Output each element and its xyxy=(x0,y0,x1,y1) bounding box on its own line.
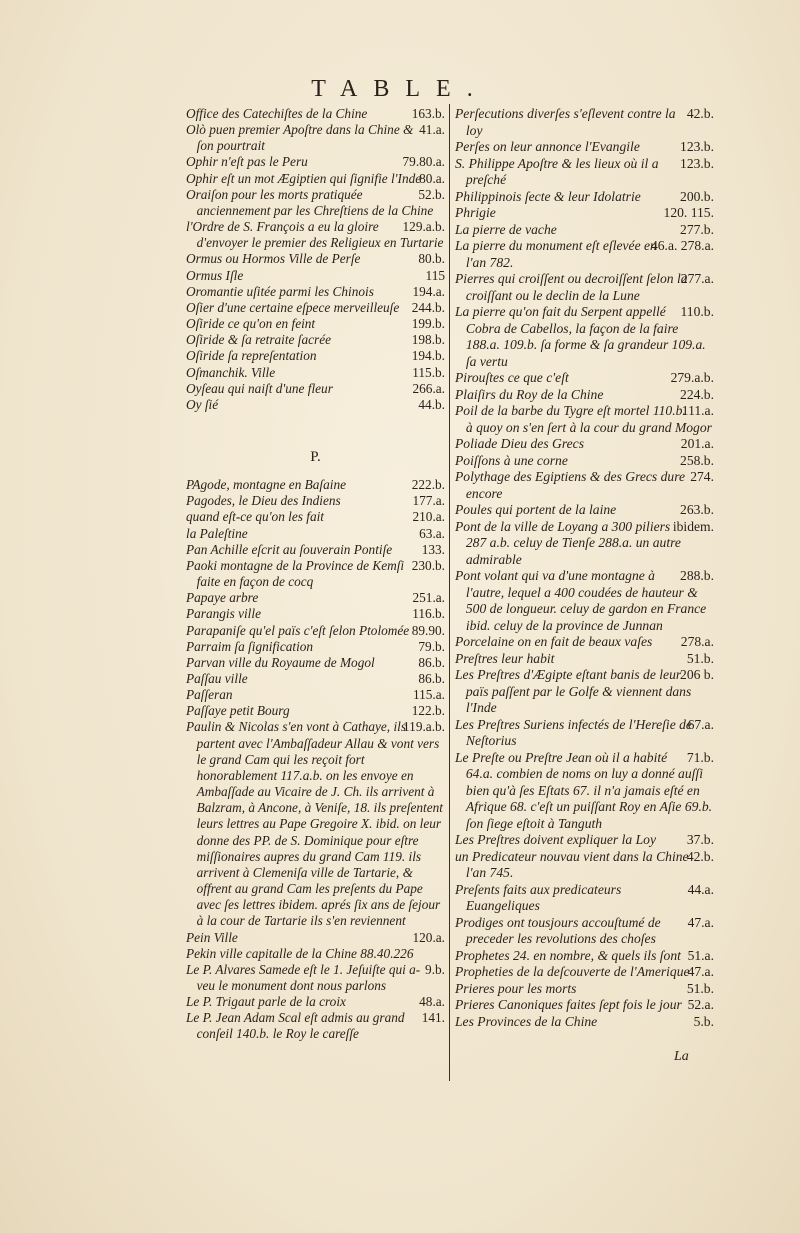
entry-text: La pierre qu'on fait du Serpent appellé Cobra de Cabellos, la façon de la faire 188.a. 109.b. ſa forme & ſa grandeur 109.a. ſa vertu xyxy=(455,304,706,369)
index-entry xyxy=(186,1010,445,1042)
entry-page-ref: 198.b. xyxy=(411,332,445,348)
entry-text: Paſſeran xyxy=(186,687,233,703)
index-entry xyxy=(186,606,445,622)
index-entry xyxy=(186,397,445,413)
entry-text: Parraim ſa ſignification xyxy=(186,638,314,654)
entry-text: Paſſau ville xyxy=(186,671,248,686)
entry-page-ref: 47.a. xyxy=(687,964,714,979)
index-entry xyxy=(186,946,445,962)
index-entry xyxy=(455,139,714,156)
entry-text: Pont volant qui va d'une montagne à l'autre, lequel a 400 coudées de hauteur & 500 de longueur. celuy de gardon en France ibid. celuy de la province de Junnan xyxy=(455,568,707,633)
entry-page-ref: 5.b. xyxy=(693,1013,714,1029)
entry-text: Oromantie uſitée parmi les Chinois xyxy=(186,283,374,299)
entry-text: Poules qui portent de la laine xyxy=(455,502,617,517)
index-entry xyxy=(186,639,445,655)
index-entry xyxy=(186,106,445,122)
entry-page-ref: 71.b. xyxy=(686,749,714,765)
entry-text: Le Preſte ou Preſtre Jean où il a habité 64.a. combien de noms on luy a donné auſſi bien qu'à ſes Eſtats 67. il n'a jamais eſté en Afrique 68. c'eſt un puiſſant Roy en Aſie 69.b. ſon ſiege eſtoit à Tanguth xyxy=(455,749,713,831)
entry-text: quand eſt-ce qu'on les fait xyxy=(186,509,325,525)
entry-page-ref: 201.a. xyxy=(680,436,714,451)
entry-text: Ophir eſt un mot Ægiptien qui ſignifie l'Inde xyxy=(186,170,422,186)
entry-text: Ormus Iſle xyxy=(186,267,244,283)
entry-text: Preſents faits aux predicateurs Euangeliques xyxy=(455,881,622,913)
entry-text: Phrigie xyxy=(455,205,496,220)
index-entry xyxy=(186,558,445,590)
index-entry xyxy=(186,251,445,267)
entry-page-ref: 163.b. xyxy=(411,106,445,121)
entry-page-ref: 51.b. xyxy=(686,650,714,666)
entry-page-ref: 115.b. xyxy=(412,364,445,380)
entry-text: Papaye arbre xyxy=(186,590,259,606)
index-entry xyxy=(455,882,714,915)
index-entry xyxy=(186,542,445,558)
index-entry xyxy=(455,189,714,206)
index-entry xyxy=(455,222,714,239)
entry-page-ref: 277.b. xyxy=(680,221,714,237)
index-entry xyxy=(455,271,714,304)
entry-text: Ophir n'eſt pas le Peru xyxy=(186,154,308,170)
index-entry xyxy=(186,477,445,493)
index-entry xyxy=(186,365,445,381)
entry-page-ref: 115 xyxy=(425,267,445,283)
entry-page-ref: 177.a. xyxy=(412,493,445,509)
index-entry xyxy=(186,590,445,606)
entry-text: Oſier d'une certaine eſpece merveilleuſe xyxy=(186,299,400,315)
entry-text: Oſiride ſa repreſentation xyxy=(186,348,317,364)
entry-text: Parvan ville du Royaume de Mogol xyxy=(186,654,375,670)
entry-text: Oſiride & ſa retraite ſacrée xyxy=(186,332,332,348)
index-entry xyxy=(186,930,445,946)
index-entry xyxy=(455,436,714,453)
entry-page-ref: 63.a. xyxy=(419,525,445,541)
entry-text: Poil de la barbe du Tygre eſt mortel 110.b. à quoy on s'en ſert à la cour du grand Mogor xyxy=(455,403,712,435)
index-entry xyxy=(186,994,445,1010)
index-entry xyxy=(186,284,445,300)
entry-page-ref: 46.a. 278.a. xyxy=(650,238,714,253)
entry-page-ref: 258.b. xyxy=(680,452,714,468)
entry-page-ref: 133. xyxy=(421,541,445,557)
entry-text: Pirouſtes ce que c'eſt xyxy=(455,370,569,385)
entry-page-ref: 230.b. xyxy=(411,557,445,573)
entry-page-ref: 52.a. xyxy=(687,997,714,1012)
entry-text: Prieres pour les morts xyxy=(455,980,577,996)
index-entry xyxy=(186,703,445,719)
index-entry xyxy=(186,623,445,639)
index-entry xyxy=(455,502,714,519)
index-entry xyxy=(455,948,714,965)
index-entry xyxy=(455,997,714,1014)
entry-text: Oy ſié xyxy=(186,396,219,412)
index-entry xyxy=(455,964,714,981)
entry-text: Paulin & Nicolas s'en vont à Cathaye, ils partent avec l'Ambaſſadeur Allau & vont vers le grand Cam qui les reçoit fort honorablement 117.a.b. on les envoye en Ambaſſade au Vicaire de J. Ch. ils arrivent à Balzram, à Ancone, à Veniſe, 18. ils preſentent leurs lettres au Pape Gregoire X. ibid. on leur donne des PP. de S. Dominique pour eſtre miſſionaires aupres du grand Cam 119. ils arrivent à Clemeniſa ville de Tartarie, & offrent au grand Cam les preſents du Pape avec ſes lettres ibidem. aprés ſix ans de ſejour à la cour de Tartarie ils s'en reviennent xyxy=(186,719,443,929)
index-entry xyxy=(186,526,445,542)
entry-page-ref: 42.b. xyxy=(686,848,714,864)
index-entry xyxy=(455,981,714,998)
entry-page-ref: 116.b. xyxy=(412,606,445,622)
entry-page-ref: 44.b. xyxy=(418,396,445,412)
entry-text: Pan Achille eſcrit au ſouverain Pontiſe xyxy=(186,541,393,557)
entry-text: Preſtres leur habit xyxy=(455,650,555,666)
index-entry xyxy=(455,304,714,370)
catchword: La xyxy=(674,1049,689,1064)
entry-page-ref: 86.b. xyxy=(418,671,445,686)
entry-text: Prieres Canoniques faites ſept fois le jour xyxy=(455,997,682,1012)
index-entry xyxy=(455,238,714,271)
section-heading: P. xyxy=(310,448,321,465)
index-entry xyxy=(455,568,714,634)
entry-page-ref: 222.b. xyxy=(411,477,445,493)
index-entry xyxy=(455,387,714,404)
entry-page-ref: 206 b. xyxy=(680,667,714,682)
entry-page-ref: 79.80.a. xyxy=(402,154,445,170)
index-entry xyxy=(455,634,714,651)
entry-text: Polythage des Egiptiens & des Grecs dure encore xyxy=(455,469,686,501)
entry-page-ref: 251.a. xyxy=(412,590,445,606)
entry-page-ref: 111.a. xyxy=(681,403,714,418)
entry-page-ref: ibidem. xyxy=(672,518,714,534)
entry-text: Les Provinces de la Chine xyxy=(455,1013,598,1029)
entry-page-ref: 120.a. xyxy=(412,929,445,945)
index-entry xyxy=(455,915,714,948)
entry-page-ref: 47.a. xyxy=(687,914,714,930)
entry-text: Porcelaine on en fait de beaux vaſes xyxy=(455,634,653,649)
entry-text: La pierre de vache xyxy=(455,221,557,237)
index-entry xyxy=(455,205,714,222)
entry-text: Le P. Alvares Samede eſt le 1. Jeſuiſte qui a-veu le monument dont nous parlons xyxy=(186,961,421,993)
entry-page-ref: 67.a. xyxy=(687,716,714,732)
index-entry xyxy=(186,655,445,671)
entry-text: Prophetes 24. en nombre, & quels ils ſont xyxy=(455,947,681,963)
entry-page-ref: 122.b. xyxy=(411,703,445,719)
entry-page-ref: 41.a. xyxy=(419,122,445,138)
index-entry xyxy=(455,651,714,668)
entry-page-ref: 51.b. xyxy=(686,980,714,996)
entry-text: Parangis ville xyxy=(186,606,261,622)
entry-page-ref: 52.b. xyxy=(418,186,445,202)
entry-text: Philippinois ſecte & leur Idolatrie xyxy=(455,188,641,204)
entry-page-ref: 141. xyxy=(421,1010,445,1026)
entry-page-ref: 123.b. xyxy=(680,139,714,154)
entry-text: Perſecutions diverſes s'eſlevent contre la loy xyxy=(455,106,676,138)
entry-text: Pont de la ville de Loyang a 300 piliers 287 a.b. celuy de Tienſe 288.a. un autre admirable xyxy=(455,518,681,567)
entry-page-ref: 288.b. xyxy=(680,568,714,583)
index-entry xyxy=(455,156,714,189)
index-entry xyxy=(186,268,445,284)
entry-page-ref: 110.b. xyxy=(680,304,714,319)
index-entry xyxy=(186,187,445,219)
index-entry xyxy=(455,469,714,502)
index-entry xyxy=(186,719,445,929)
entry-text: Plaiſirs du Roy de la Chine xyxy=(455,386,604,402)
entry-page-ref: 42.b. xyxy=(686,106,714,121)
entry-text: S. Philippe Apoſtre & les lieux où il a preſché xyxy=(455,155,659,187)
entry-text: Pekin ville capitalle de la Chine 88.40.226 xyxy=(186,945,414,961)
index-entry xyxy=(186,171,445,187)
index-entry xyxy=(455,667,714,717)
entry-page-ref: 89.90. xyxy=(411,622,445,638)
entry-page-ref: 200.b. xyxy=(680,188,714,204)
index-entry xyxy=(186,316,445,332)
entry-page-ref: 80.a. xyxy=(419,170,445,186)
index-entry xyxy=(186,300,445,316)
index-entry xyxy=(186,509,445,525)
entry-page-ref: 199.b. xyxy=(411,316,445,332)
index-entry xyxy=(186,671,445,687)
entry-text: Les Preſtres d'Ægipte eſtant banis de leur païs paſſent par le Golfe & viennent dans l'Inde xyxy=(455,667,692,715)
entry-page-ref: 263.b. xyxy=(680,502,714,517)
right-column xyxy=(455,106,714,1030)
index-entry xyxy=(186,219,445,251)
entry-page-ref: 210.a. xyxy=(412,509,445,525)
entry-text: Pierres qui croiſſent ou decroiſſent ſelon la croiſſant ou le declin de la Lune xyxy=(455,271,688,303)
entry-page-ref: 123.b. xyxy=(680,155,714,171)
entry-text: Olò puen premier Apoſtre dans la Chine & ſon pourtrait xyxy=(186,122,414,154)
entry-text: Pagodes, le Dieu des Indiens xyxy=(186,493,341,509)
index-entry xyxy=(186,493,445,509)
entry-text: Les Preſtres doivent expliquer la Loy xyxy=(455,832,656,847)
entry-text: Office des Catechiſtes de la Chine xyxy=(186,106,368,121)
entry-page-ref: 277.a. xyxy=(680,271,714,286)
entry-page-ref: 278.a. xyxy=(680,634,714,649)
entry-page-ref: 115.a. xyxy=(412,687,445,703)
entry-page-ref: 129.a.b. xyxy=(402,219,445,235)
entry-page-ref: 244.b. xyxy=(411,299,445,315)
entry-page-ref: 279.a.b. xyxy=(670,370,714,385)
index-entry xyxy=(455,403,714,436)
entry-text: PAgode, montagne en Baſaine xyxy=(186,477,347,493)
entry-text: un Predicateur nouvau vient dans la Chine l'an 745. xyxy=(455,848,689,880)
entry-page-ref: 274. xyxy=(690,469,714,484)
entry-page-ref: 224.b. xyxy=(680,386,714,402)
entry-text: Paoki montagne de la Province de Kemſi faite en façon de cocq xyxy=(186,557,405,590)
entry-page-ref: 266.a. xyxy=(412,380,445,396)
index-entry xyxy=(186,962,445,994)
entry-page-ref: 48.a. xyxy=(419,994,445,1010)
entry-page-ref: 37.b. xyxy=(686,832,714,847)
entry-page-ref: 86.b. xyxy=(418,654,445,670)
entry-page-ref: 194.b. xyxy=(411,348,445,364)
entry-text: Les Preſtres Suriens infectés de l'Hereſie de Neſtorius xyxy=(455,716,692,748)
entry-page-ref: 44.a. xyxy=(687,881,714,897)
index-entry xyxy=(455,106,714,139)
entry-text: l'Ordre de S. François a eu la gloire d'envoyer le premier des Religieux en Turtarie xyxy=(186,219,444,251)
entry-text: Oſmanchik. Ville xyxy=(186,364,276,380)
index-entry xyxy=(455,370,714,387)
entry-page-ref: 51.a. xyxy=(687,947,714,963)
entry-text: Ormus ou Hormos Ville de Perſe xyxy=(186,251,361,267)
entry-text: Pein Ville xyxy=(186,929,238,945)
entry-page-ref: 120. 115. xyxy=(663,205,714,220)
entry-text: Prodiges ont tousjours accouſtumé de preceder les revolutions des choſes xyxy=(455,914,661,946)
index-entry xyxy=(455,849,714,882)
entry-text: Le P. Trigaut parle de la croix xyxy=(186,994,346,1010)
entry-text: Oyſeau qui naiſt d'une fleur xyxy=(186,380,333,396)
entry-text: Oſiride ce qu'on en feint xyxy=(186,316,316,332)
index-entry xyxy=(455,832,714,849)
index-entry xyxy=(455,1014,714,1031)
entry-text: Parapaniſe qu'el païs c'eſt ſelon Ptolomée xyxy=(186,622,410,638)
entry-page-ref: 119.a.b. xyxy=(403,719,445,735)
entry-text: Oraiſon pour les morts pratiquée anciennement par les Chreſtiens de la Chine xyxy=(186,186,434,218)
entry-text: Le P. Jean Adam Scal eſt admis au grand conſeil 140.b. le Roy le careſſe xyxy=(186,1010,405,1042)
index-entry xyxy=(455,717,714,750)
index-entry xyxy=(186,381,445,397)
entry-text: Poliade Dieu des Grecs xyxy=(455,436,584,451)
entry-text: La pierre du monument eſt eſlevée en l'an 782. xyxy=(455,238,657,270)
index-entry xyxy=(186,154,445,170)
entry-page-ref: 9.b. xyxy=(425,961,445,977)
entry-page-ref: 194.a. xyxy=(412,283,445,299)
column-rule xyxy=(449,104,450,1081)
index-entry xyxy=(186,122,445,154)
index-entry xyxy=(455,453,714,470)
entry-text: Poiſſons à une corne xyxy=(455,452,568,468)
entry-text: Propheties de la deſcouverte de l'Amerique xyxy=(455,964,690,979)
index-entry xyxy=(186,348,445,364)
index-entry xyxy=(186,332,445,348)
index-entry xyxy=(455,750,714,833)
index-entry xyxy=(455,519,714,569)
entry-page-ref: 79.b. xyxy=(418,638,445,654)
page-header: TABLE. xyxy=(311,76,489,102)
left-column xyxy=(186,106,445,1043)
index-entry xyxy=(186,687,445,703)
entry-text: Perſes on leur annonce l'Evangile xyxy=(455,139,640,154)
entry-text: Paſſaye petit Bourg xyxy=(186,703,290,719)
entry-text: la Paleſtine xyxy=(186,525,248,541)
entry-page-ref: 80.b. xyxy=(418,251,445,267)
